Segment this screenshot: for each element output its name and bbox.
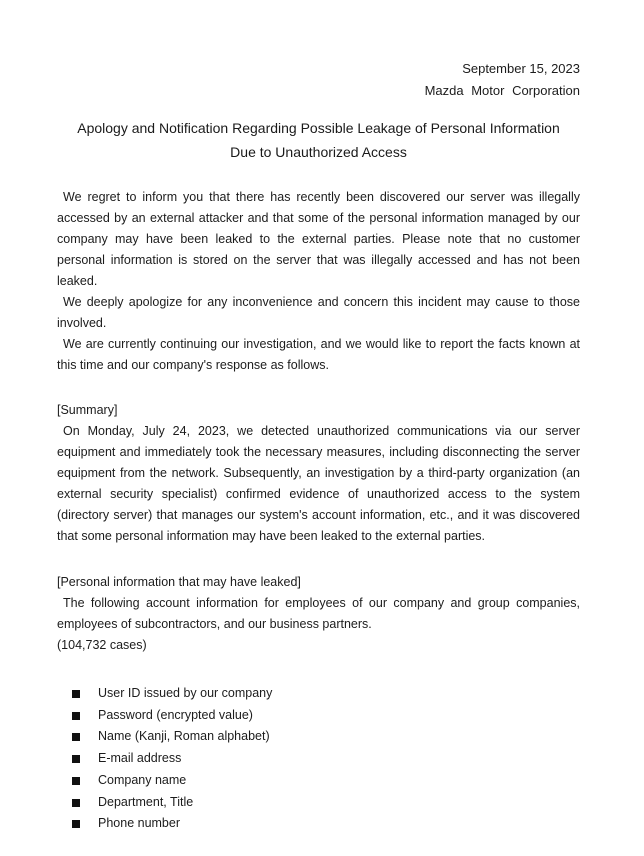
- bullet-square-icon: [72, 820, 80, 828]
- leaked-info-list: [57, 683, 580, 835]
- intro-paragraph-2: We deeply apologize for any inconvenience and concern this incident may cause to those involved.: [57, 295, 580, 330]
- bullet-square-icon: [72, 755, 80, 763]
- personal-info-section-heading: [Personal information that may have leaked]: [57, 575, 301, 589]
- bullet-square-icon: [72, 712, 80, 720]
- list-item: [57, 726, 580, 748]
- summary-section-heading: [Summary]: [57, 403, 118, 417]
- bullet-square-icon: [72, 777, 80, 785]
- bullet-square-icon: [72, 799, 80, 807]
- summary-paragraph: On Monday, July 24, 2023, we detected unauthorized communications via our server equipment and immediately took the necessary measures, including disconnecting the server equipment from the network. Subsequently, an investigation by a third-party organization (an external security specialist) confirmed evidence of unauthorized access to the system (directory server) that manages our system's account information, etc., and it was discovered that some personal information may have been leaked to the external parties.: [57, 424, 580, 543]
- document-title-line1: Apology and Notification Regarding Possible Leakage of Personal Information: [77, 120, 560, 136]
- list-item: [57, 748, 580, 770]
- personal-info-paragraph: The following account information for employees of our company and group companies, employees of subcontractors, and our business partners.: [57, 596, 580, 631]
- intro-paragraph-1: We regret to inform you that there has recently been discovered our server was illegally accessed by an external attacker and that some of the personal information managed by our company may have been leaked to the external parties. Please note that no customer personal information is stored on the server that was illegally accessed and has not been leaked.: [57, 190, 580, 288]
- list-item: [57, 813, 580, 835]
- list-item: [57, 792, 580, 814]
- list-item-label: User ID issued by our company: [98, 686, 273, 700]
- list-item-label: E-mail address: [98, 751, 182, 766]
- list-item-label: Department, Title: [98, 794, 194, 809]
- document-title: [57, 116, 580, 164]
- bullet-square-icon: [72, 733, 80, 741]
- list-item-label: Name (Kanji, Roman alphabet): [98, 729, 270, 744]
- list-item: [57, 683, 580, 705]
- document-title-line2: Due to Unauthorized Access: [230, 144, 407, 160]
- document-meta: [57, 58, 580, 102]
- list-item: [57, 705, 580, 727]
- list-item: [57, 770, 580, 792]
- company-name: Mazda Motor Corporation: [424, 83, 580, 98]
- list-item-label: Phone number: [98, 816, 181, 831]
- bullet-square-icon: [72, 690, 80, 698]
- document-date: September 15, 2023: [462, 61, 580, 76]
- list-item-label: Password (encrypted value): [98, 707, 253, 722]
- intro-paragraph-3: We are currently continuing our investigation, and we would like to report the facts known at this time and our company's response as follows.: [57, 337, 580, 372]
- list-item-label: Company name: [98, 772, 187, 787]
- cases-count: (104,732 cases): [57, 638, 147, 652]
